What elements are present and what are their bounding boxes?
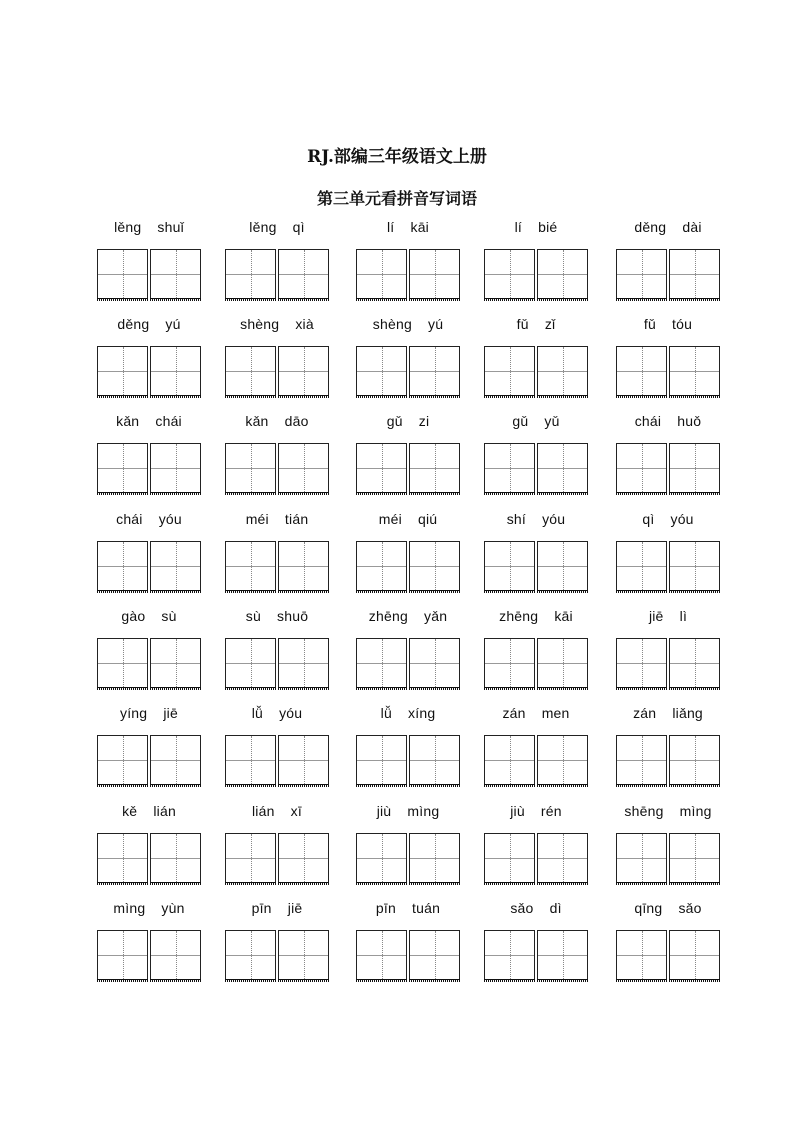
tianzige-box[interactable]	[616, 346, 667, 395]
tianzige-box[interactable]	[225, 735, 276, 784]
box-baseline	[356, 784, 407, 787]
writing-boxes	[484, 346, 588, 398]
tianzige-box[interactable]	[669, 930, 720, 979]
tianzige-box[interactable]	[669, 735, 720, 784]
pinyin-label: shèng xià	[240, 316, 314, 332]
pinyin-label: méi qiú	[378, 511, 438, 527]
pinyin-label: fǔ tóu	[643, 316, 693, 332]
box-baseline	[278, 979, 329, 982]
tianzige-box[interactable]	[225, 833, 276, 882]
tianzige-box[interactable]	[409, 443, 460, 492]
box-baseline	[484, 784, 535, 787]
box-baseline	[669, 784, 720, 787]
tianzige-box[interactable]	[278, 541, 329, 590]
tianzige-box[interactable]	[484, 833, 535, 882]
tianzige-box[interactable]	[537, 735, 588, 784]
box-baseline	[484, 590, 535, 593]
writing-boxes	[616, 930, 720, 982]
pinyin-label: fǔ zǐ	[516, 316, 556, 332]
tianzige-box[interactable]	[616, 833, 667, 882]
word-item	[356, 900, 460, 990]
box-baseline	[278, 687, 329, 690]
box-baseline	[484, 492, 535, 495]
word-item	[225, 219, 329, 309]
pinyin-label: gǔ zi	[386, 413, 430, 429]
box-baseline	[537, 687, 588, 690]
word-item	[225, 413, 329, 503]
tianzige-box[interactable]	[537, 249, 588, 298]
box-baseline	[150, 590, 201, 593]
tianzige-box[interactable]	[409, 249, 460, 298]
pinyin-label: shēng mìng	[624, 803, 712, 819]
word-item	[356, 608, 460, 698]
pinyin-label: qīng sǎo	[634, 900, 702, 916]
box-baseline	[97, 298, 148, 301]
tianzige-box[interactable]	[97, 930, 148, 979]
writing-boxes	[616, 249, 720, 301]
word-item	[616, 511, 720, 601]
pinyin-label: qì yóu	[642, 511, 694, 527]
pinyin-label: lián xī	[252, 803, 302, 819]
tianzige-box[interactable]	[409, 930, 460, 979]
word-row	[0, 511, 794, 608]
pinyin-label: jiù mìng	[376, 803, 440, 819]
word-item	[97, 608, 201, 698]
tianzige-box[interactable]	[278, 638, 329, 687]
word-item	[97, 316, 201, 406]
pinyin-label: chái yóu	[116, 511, 182, 527]
tianzige-box[interactable]	[616, 443, 667, 492]
writing-boxes	[616, 541, 720, 593]
writing-boxes	[97, 638, 201, 690]
writing-boxes	[225, 541, 329, 593]
tianzige-box[interactable]	[537, 443, 588, 492]
box-baseline	[409, 784, 460, 787]
box-baseline	[225, 979, 276, 982]
box-baseline	[616, 298, 667, 301]
tianzige-box[interactable]	[537, 638, 588, 687]
tianzige-box[interactable]	[537, 930, 588, 979]
word-item	[484, 219, 588, 309]
pinyin-label: lěng shuǐ	[114, 219, 184, 235]
word-item	[484, 608, 588, 698]
word-row	[0, 413, 794, 510]
writing-boxes	[97, 833, 201, 885]
box-baseline	[669, 395, 720, 398]
box-baseline	[225, 784, 276, 787]
pinyin-label: jiē lì	[648, 608, 688, 624]
word-item	[484, 413, 588, 503]
writing-boxes	[356, 346, 460, 398]
word-item	[225, 608, 329, 698]
tianzige-box[interactable]	[356, 833, 407, 882]
box-baseline	[97, 882, 148, 885]
word-item	[97, 900, 201, 990]
box-baseline	[616, 979, 667, 982]
writing-boxes	[484, 930, 588, 982]
tianzige-box[interactable]	[150, 833, 201, 882]
tianzige-box[interactable]	[409, 541, 460, 590]
writing-boxes	[97, 541, 201, 593]
tianzige-box[interactable]	[356, 930, 407, 979]
tianzige-box[interactable]	[616, 735, 667, 784]
word-item	[356, 705, 460, 795]
box-baseline	[409, 492, 460, 495]
box-baseline	[409, 590, 460, 593]
writing-boxes	[356, 930, 460, 982]
tianzige-box[interactable]	[669, 541, 720, 590]
box-baseline	[225, 882, 276, 885]
pinyin-label: gǔ yǔ	[512, 413, 560, 429]
pinyin-label: děng yú	[117, 316, 181, 332]
box-baseline	[150, 492, 201, 495]
word-item	[356, 803, 460, 893]
box-baseline	[150, 979, 201, 982]
writing-boxes	[484, 833, 588, 885]
pinyin-label: shèng yú	[372, 316, 444, 332]
writing-boxes	[484, 638, 588, 690]
tianzige-box[interactable]	[537, 833, 588, 882]
tianzige-box[interactable]	[225, 443, 276, 492]
box-baseline	[97, 784, 148, 787]
box-baseline	[616, 492, 667, 495]
tianzige-box[interactable]	[356, 638, 407, 687]
tianzige-box[interactable]	[409, 735, 460, 784]
tianzige-box[interactable]	[97, 735, 148, 784]
writing-boxes	[356, 735, 460, 787]
tianzige-box[interactable]	[97, 833, 148, 882]
tianzige-box[interactable]	[484, 541, 535, 590]
writing-boxes	[225, 735, 329, 787]
box-baseline	[537, 882, 588, 885]
writing-boxes	[616, 638, 720, 690]
tianzige-box[interactable]	[356, 249, 407, 298]
tianzige-box[interactable]	[278, 930, 329, 979]
box-baseline	[278, 298, 329, 301]
pinyin-label: gào sù	[121, 608, 177, 624]
pinyin-label: lí bié	[514, 219, 558, 235]
tianzige-box[interactable]	[278, 735, 329, 784]
tianzige-box[interactable]	[484, 638, 535, 687]
box-baseline	[278, 784, 329, 787]
box-baseline	[616, 590, 667, 593]
box-baseline	[150, 784, 201, 787]
box-baseline	[278, 882, 329, 885]
word-row	[0, 705, 794, 802]
writing-boxes	[97, 249, 201, 301]
tianzige-box[interactable]	[669, 443, 720, 492]
pinyin-label: sù shuō	[245, 608, 309, 624]
pinyin-label: kě lián	[122, 803, 176, 819]
box-baseline	[537, 298, 588, 301]
tianzige-box[interactable]	[97, 249, 148, 298]
word-item	[225, 803, 329, 893]
tianzige-box[interactable]	[484, 346, 535, 395]
word-item	[616, 219, 720, 309]
box-baseline	[225, 590, 276, 593]
box-baseline	[356, 298, 407, 301]
writing-boxes	[97, 443, 201, 495]
pinyin-label: méi tián	[245, 511, 309, 527]
box-baseline	[616, 687, 667, 690]
tianzige-box[interactable]	[278, 443, 329, 492]
tianzige-box[interactable]	[150, 443, 201, 492]
word-item	[356, 316, 460, 406]
box-baseline	[409, 882, 460, 885]
pinyin-label: lǚ yóu	[251, 705, 303, 721]
writing-boxes	[225, 443, 329, 495]
word-item	[97, 413, 201, 503]
tianzige-box[interactable]	[97, 443, 148, 492]
word-row	[0, 219, 794, 316]
word-item	[616, 608, 720, 698]
tianzige-box[interactable]	[669, 346, 720, 395]
pinyin-label: pīn tuán	[375, 900, 441, 916]
pinyin-label: shí yóu	[506, 511, 566, 527]
box-baseline	[356, 979, 407, 982]
box-baseline	[669, 979, 720, 982]
tianzige-box[interactable]	[537, 541, 588, 590]
tianzige-box[interactable]	[669, 249, 720, 298]
pinyin-label: lǚ xíng	[380, 705, 436, 721]
tianzige-box[interactable]	[409, 638, 460, 687]
tianzige-box[interactable]	[150, 249, 201, 298]
tianzige-box[interactable]	[616, 638, 667, 687]
word-item	[616, 900, 720, 990]
box-baseline	[97, 687, 148, 690]
box-baseline	[669, 882, 720, 885]
box-baseline	[225, 395, 276, 398]
pinyin-label: lí kāi	[387, 219, 429, 235]
box-baseline	[409, 298, 460, 301]
tianzige-box[interactable]	[278, 346, 329, 395]
word-row	[0, 900, 794, 997]
tianzige-box[interactable]	[356, 346, 407, 395]
tianzige-box[interactable]	[484, 443, 535, 492]
page-title: RJ.部编三年级语文上册	[307, 147, 487, 167]
tianzige-box[interactable]	[409, 346, 460, 395]
word-item	[616, 803, 720, 893]
writing-boxes	[356, 833, 460, 885]
word-item	[225, 705, 329, 795]
tianzige-box[interactable]	[484, 930, 535, 979]
word-row	[0, 608, 794, 705]
pinyin-label: lěng qì	[249, 219, 305, 235]
pinyin-label: jiù rén	[510, 803, 562, 819]
box-baseline	[150, 395, 201, 398]
box-baseline	[225, 492, 276, 495]
pinyin-label: sǎo dì	[510, 900, 562, 916]
tianzige-box[interactable]	[484, 735, 535, 784]
box-baseline	[356, 687, 407, 690]
box-baseline	[97, 979, 148, 982]
box-baseline	[616, 882, 667, 885]
box-baseline	[278, 590, 329, 593]
writing-boxes	[225, 930, 329, 982]
box-baseline	[484, 979, 535, 982]
word-item	[484, 511, 588, 601]
box-baseline	[278, 492, 329, 495]
writing-boxes	[616, 346, 720, 398]
tianzige-box[interactable]	[150, 930, 201, 979]
pinyin-label: zhēng kāi	[499, 608, 573, 624]
writing-boxes	[616, 833, 720, 885]
box-baseline	[484, 298, 535, 301]
pinyin-label: děng dài	[634, 219, 702, 235]
box-baseline	[616, 784, 667, 787]
word-item	[484, 705, 588, 795]
word-item	[225, 511, 329, 601]
writing-boxes	[356, 541, 460, 593]
box-baseline	[537, 590, 588, 593]
word-item	[484, 803, 588, 893]
writing-boxes	[356, 638, 460, 690]
tianzige-box[interactable]	[150, 541, 201, 590]
tianzige-box[interactable]	[616, 541, 667, 590]
tianzige-box[interactable]	[278, 249, 329, 298]
pinyin-label: zán men	[502, 705, 570, 721]
writing-boxes	[225, 249, 329, 301]
word-item	[616, 316, 720, 406]
writing-boxes	[356, 443, 460, 495]
tianzige-box[interactable]	[225, 638, 276, 687]
tianzige-box[interactable]	[484, 249, 535, 298]
box-baseline	[537, 784, 588, 787]
tianzige-box[interactable]	[537, 346, 588, 395]
box-baseline	[669, 492, 720, 495]
box-baseline	[616, 395, 667, 398]
tianzige-box[interactable]	[356, 541, 407, 590]
writing-boxes	[484, 735, 588, 787]
word-item	[484, 900, 588, 990]
pinyin-label: kǎn chái	[116, 413, 182, 429]
box-baseline	[669, 590, 720, 593]
tianzige-box[interactable]	[225, 930, 276, 979]
box-baseline	[669, 298, 720, 301]
writing-boxes	[484, 443, 588, 495]
tianzige-box[interactable]	[356, 735, 407, 784]
word-item	[356, 219, 460, 309]
box-baseline	[97, 395, 148, 398]
tianzige-box[interactable]	[150, 638, 201, 687]
writing-boxes	[484, 541, 588, 593]
box-baseline	[356, 492, 407, 495]
writing-boxes	[225, 346, 329, 398]
writing-boxes	[225, 638, 329, 690]
box-baseline	[537, 979, 588, 982]
tianzige-box[interactable]	[616, 249, 667, 298]
box-baseline	[356, 395, 407, 398]
writing-boxes	[97, 735, 201, 787]
word-item	[97, 705, 201, 795]
box-baseline	[484, 882, 535, 885]
box-baseline	[150, 687, 201, 690]
writing-boxes	[484, 249, 588, 301]
writing-boxes	[225, 833, 329, 885]
page-subtitle: 第三单元看拼音写词语	[316, 189, 477, 208]
tianzige-box[interactable]	[97, 638, 148, 687]
tianzige-box[interactable]	[97, 346, 148, 395]
box-baseline	[356, 590, 407, 593]
writing-boxes	[616, 443, 720, 495]
tianzige-box[interactable]	[669, 833, 720, 882]
writing-boxes	[616, 735, 720, 787]
word-item	[616, 413, 720, 503]
word-item	[356, 511, 460, 601]
box-baseline	[97, 492, 148, 495]
word-item	[356, 413, 460, 503]
box-baseline	[150, 882, 201, 885]
tianzige-box[interactable]	[97, 541, 148, 590]
word-item	[97, 511, 201, 601]
tianzige-box[interactable]	[616, 930, 667, 979]
box-baseline	[484, 395, 535, 398]
box-baseline	[537, 395, 588, 398]
pinyin-label: zán liǎng	[633, 705, 703, 721]
box-baseline	[97, 590, 148, 593]
word-item	[225, 316, 329, 406]
tianzige-box[interactable]	[225, 346, 276, 395]
writing-boxes	[356, 249, 460, 301]
box-baseline	[150, 298, 201, 301]
box-baseline	[484, 687, 535, 690]
tianzige-box[interactable]	[150, 735, 201, 784]
box-baseline	[537, 492, 588, 495]
word-item	[225, 900, 329, 990]
writing-boxes	[97, 930, 201, 982]
tianzige-box[interactable]	[356, 443, 407, 492]
pinyin-label: chái huǒ	[634, 413, 702, 429]
word-item	[97, 803, 201, 893]
word-item	[97, 219, 201, 309]
tianzige-box[interactable]	[225, 249, 276, 298]
word-row	[0, 803, 794, 900]
box-baseline	[225, 298, 276, 301]
word-item	[484, 316, 588, 406]
pinyin-label: zhēng yǎn	[368, 608, 448, 624]
tianzige-box[interactable]	[409, 833, 460, 882]
pinyin-label: kǎn dāo	[245, 413, 309, 429]
tianzige-box[interactable]	[150, 346, 201, 395]
box-baseline	[409, 395, 460, 398]
writing-boxes	[97, 346, 201, 398]
word-item	[616, 705, 720, 795]
tianzige-box[interactable]	[669, 638, 720, 687]
pinyin-label: pīn jiē	[251, 900, 303, 916]
box-baseline	[409, 979, 460, 982]
box-baseline	[278, 395, 329, 398]
box-baseline	[225, 687, 276, 690]
word-row	[0, 316, 794, 413]
box-baseline	[356, 882, 407, 885]
box-baseline	[409, 687, 460, 690]
tianzige-box[interactable]	[225, 541, 276, 590]
box-baseline	[669, 687, 720, 690]
pinyin-label: yíng jiē	[120, 705, 178, 721]
tianzige-box[interactable]	[278, 833, 329, 882]
pinyin-label: mìng yùn	[113, 900, 185, 916]
